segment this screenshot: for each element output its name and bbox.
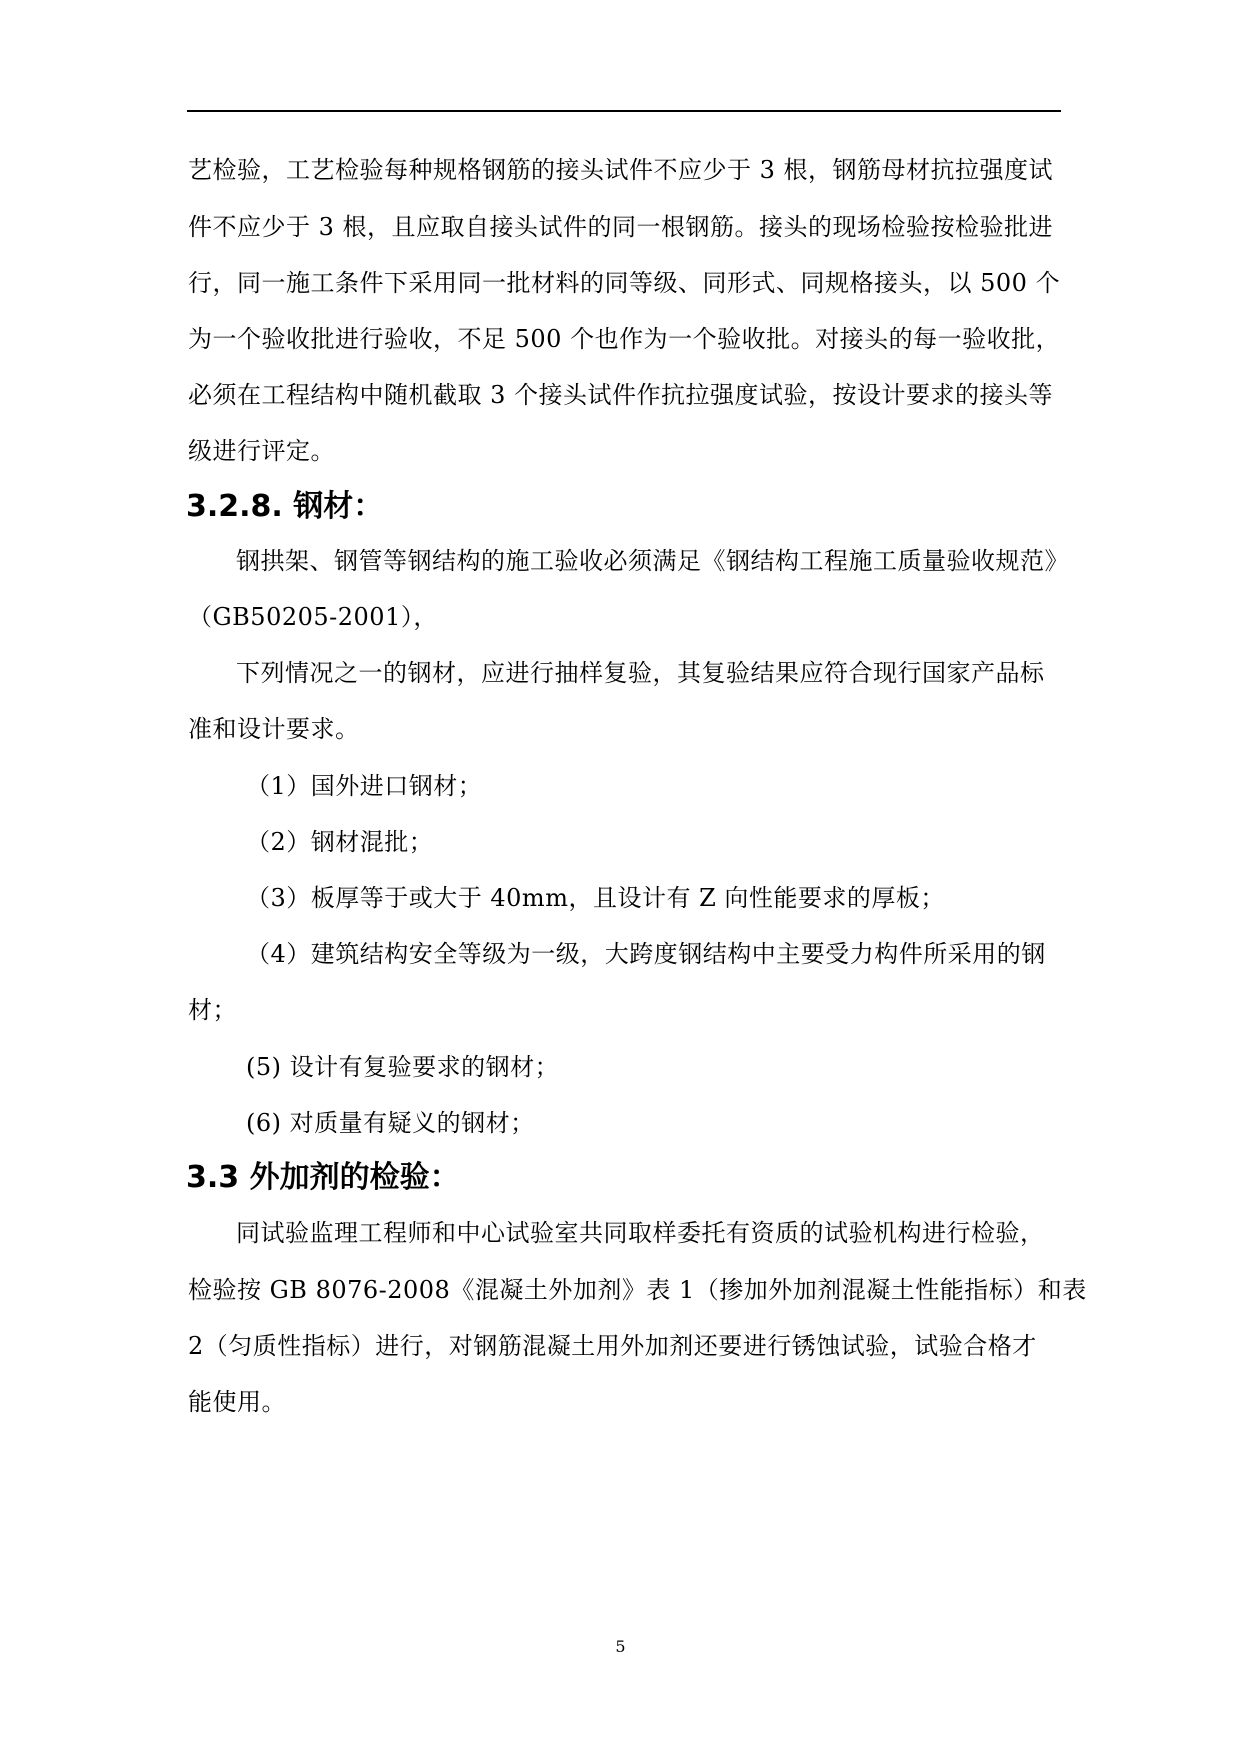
paragraph-line: 艺检验，工艺检验每种规格钢筋的接头试件不应少于 3 根，钢筋母材抗拉强度试 xyxy=(188,156,1054,184)
paragraph-line: 能使用。 xyxy=(188,1388,286,1416)
list-item: (5) 设计有复验要求的钢材； xyxy=(246,1053,560,1081)
paragraph-line: 为一个验收批进行验收，不足 500 个也作为一个验收批。对接头的每一验收批， xyxy=(188,325,1061,353)
list-item: （1）国外进口钢材； xyxy=(246,772,483,800)
list-item: （3）板厚等于或大于 40mm，且设计有 Z 向性能要求的厚板； xyxy=(246,884,945,912)
paragraph-line: 同试验监理工程师和中心试验室共同取样委托有资质的试验机构进行检验， xyxy=(236,1219,1045,1247)
section-heading-3-2-8: 3.2.8. 钢材： xyxy=(186,489,384,524)
paragraph-line: 材； xyxy=(188,996,237,1024)
paragraph-line: 检验按 GB 8076-2008《混凝土外加剂》表 1（掺加外加剂混凝土性能指标）和表 xyxy=(188,1276,1087,1304)
paragraph-line: 级进行评定。 xyxy=(188,437,335,465)
paragraph-line: 件不应少于 3 根，且应取自接头试件的同一根钢筋。接头的现场检验按检验批进 xyxy=(188,213,1054,241)
list-item: （4）建筑结构安全等级为一级，大跨度钢结构中主要受力构件所采用的钢 xyxy=(246,940,1046,968)
paragraph-line: 准和设计要求。 xyxy=(188,715,360,743)
section-heading-3-3: 3.3 外加剂的检验： xyxy=(186,1160,460,1195)
paragraph-line: 下列情况之一的钢材，应进行抽样复验，其复验结果应符合现行国家产品标 xyxy=(236,659,1045,687)
paragraph-line: 钢拱架、钢管等钢结构的施工验收必须满足《钢结构工程施工质量验收规范》 xyxy=(236,547,1069,575)
header-rule xyxy=(187,110,1061,112)
page-number: 5 xyxy=(615,1637,626,1656)
paragraph-line: 必须在工程结构中随机截取 3 个接头试件作抗拉强度试验，按设计要求的接头等 xyxy=(188,381,1054,409)
paragraph-line: 行，同一施工条件下采用同一批材料的同等级、同形式、同规格接头，以 500 个 xyxy=(188,269,1061,297)
list-item: (6) 对质量有疑义的钢材； xyxy=(246,1109,535,1137)
paragraph-line: （GB50205-2001）， xyxy=(188,603,438,631)
list-item: （2）钢材混批； xyxy=(246,828,434,856)
paragraph-line: 2（匀质性指标）进行，对钢筋混凝土用外加剂还要进行锈蚀试验，试验合格才 xyxy=(188,1332,1037,1360)
